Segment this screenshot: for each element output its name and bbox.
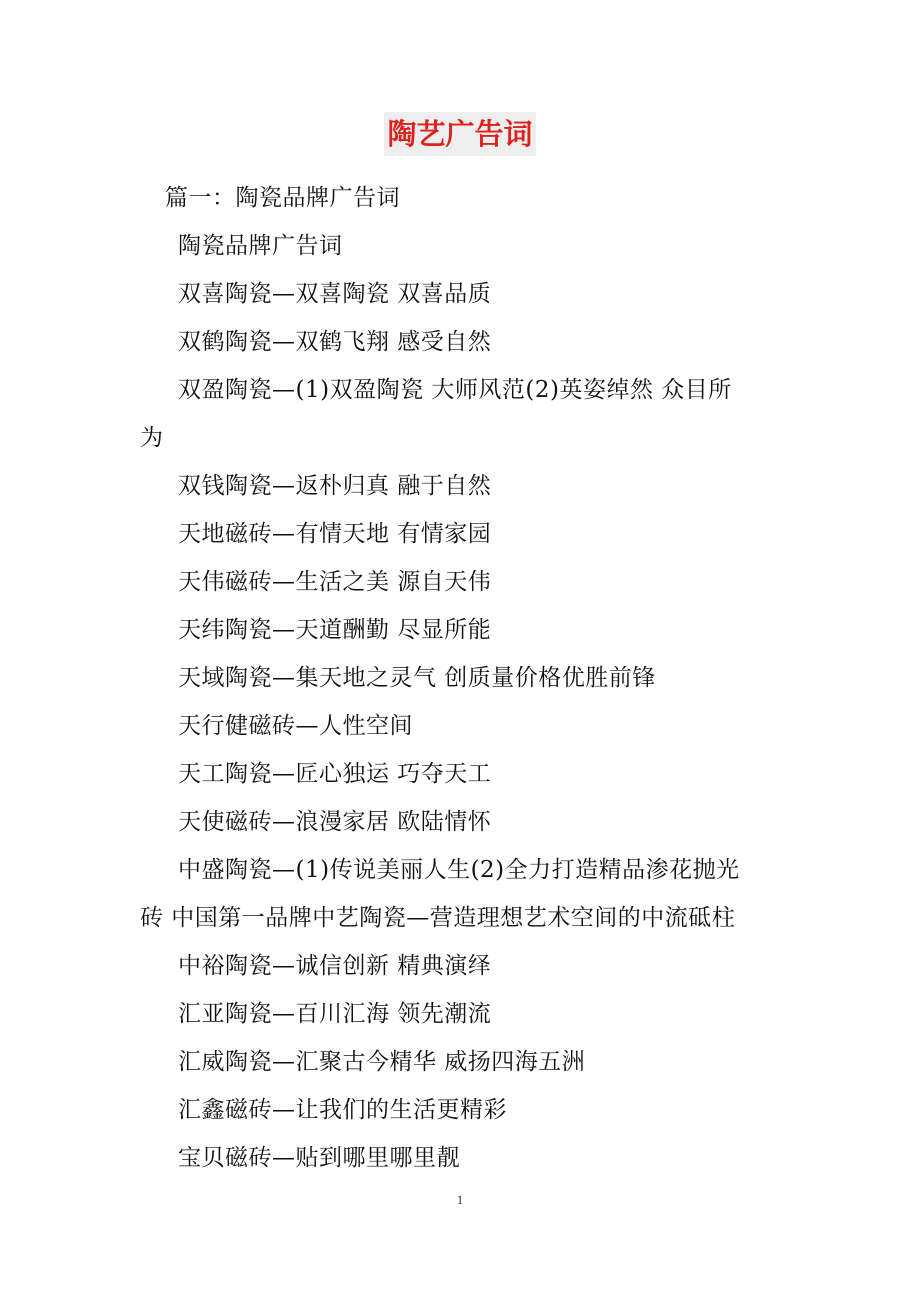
text-line: 天行健磁砖—人性空间 — [178, 713, 413, 739]
document-title: 陶艺广告词 — [384, 112, 535, 156]
text-line: 天伟磁砖—生活之美 源自天伟 — [178, 569, 492, 595]
text-line-continuation: 为 — [140, 425, 164, 451]
text-line: 中裕陶瓷—诚信创新 精典演绎 — [178, 953, 492, 979]
text-line: 宝贝磁砖—贴到哪里哪里靓 — [178, 1145, 460, 1171]
text-line-continuation: 砖 中国第一品牌中艺陶瓷—营造理想艺术空间的中流砥柱 — [140, 905, 736, 931]
text-line: 双钱陶瓷—返朴归真 融于自然 — [178, 473, 492, 499]
text-line: 双盈陶瓷—(1)双盈陶瓷 大师风范(2)英姿绰然 众目所 — [178, 377, 732, 403]
text-line: 双喜陶瓷—双喜陶瓷 双喜品质 — [178, 281, 492, 307]
document-body — [140, 174, 790, 1182]
text-line: 天使磁砖—浪漫家居 欧陆情怀 — [178, 809, 492, 835]
text-line: 双鹤陶瓷—双鹤飞翔 感受自然 — [178, 329, 492, 355]
text-line: 天工陶瓷—匠心独运 巧夺天工 — [178, 761, 492, 787]
text-line: 陶瓷品牌广告词 — [178, 233, 343, 259]
text-line: 汇威陶瓷—汇聚古今精华 威扬四海五洲 — [178, 1049, 586, 1075]
text-line: 中盛陶瓷—(1)传说美丽人生(2)全力打造精品渗花抛光 — [178, 857, 740, 883]
text-line: 汇亚陶瓷—百川汇海 领先潮流 — [178, 1001, 492, 1027]
text-line: 天域陶瓷—集天地之灵气 创质量价格优胜前锋 — [178, 665, 656, 691]
page-number: 1 — [456, 1192, 464, 1207]
section-heading: 篇一：陶瓷品牌广告词 — [165, 185, 400, 211]
text-line: 天纬陶瓷—天道酬勤 尽显所能 — [178, 617, 492, 643]
text-line: 汇鑫磁砖—让我们的生活更精彩 — [178, 1097, 507, 1123]
title-container — [0, 112, 920, 156]
text-line: 天地磁砖—有情天地 有情家园 — [178, 521, 492, 547]
